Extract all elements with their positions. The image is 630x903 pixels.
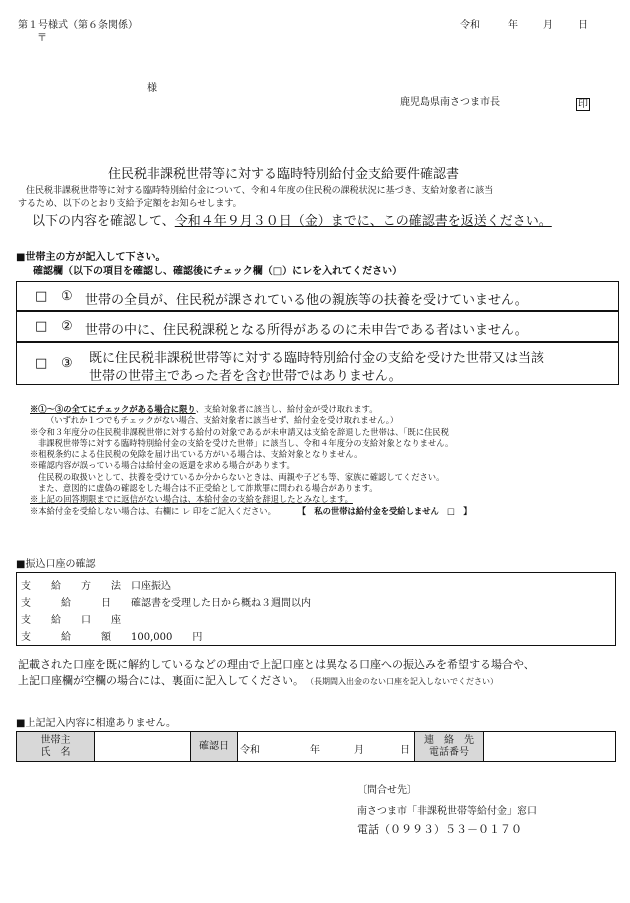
note-line-10: ※本給付金を受給しない場合は、右欄に レ 印をご記入ください。 【 私の世帯は給付金を受給しません □ 】 xyxy=(30,505,472,516)
confirm-date-field[interactable]: 令和 年 月 日 xyxy=(238,732,415,762)
item-number-3: ③ xyxy=(61,356,73,371)
bank-note-2: 上記口座欄が空欄の場合には、裏面に記入してください。 （長期間入出金のない口座を記入しないでください） xyxy=(18,674,498,687)
check-row-1 xyxy=(16,281,619,311)
checkbox-1[interactable]: □ xyxy=(35,289,48,304)
intro-line-1: 住民税非課税世帯等に対する臨時特別給付金について、令和４年度の住民税の課税状況に基づき、支給対象者に該当 xyxy=(26,186,494,196)
document-title: 住民税非課税世帯等に対する臨時特別給付金支給要件確認書 xyxy=(108,167,460,182)
note-line-4: 非課税世帯等に対する臨時特別給付金の支給を受けた世帯」に該当し、令和４年度分の支給対象となりません。 xyxy=(38,437,454,448)
notes-block xyxy=(30,404,472,517)
date-era: 令和 xyxy=(460,20,480,31)
deadline-date: 令和４年９月３０日（金）までに、この確認書を返送ください。 xyxy=(174,214,552,229)
date-label-cell: 確認日 xyxy=(191,732,238,762)
postal-mark: 〒 xyxy=(37,33,47,44)
household-heading: ■世帯主の方が記入して下さい。 xyxy=(16,252,166,263)
item-text-3a: 既に住民税非課税世帯等に対する臨時特別給付金の支給を受けた世帯又は当該 xyxy=(89,351,545,366)
check-row-3 xyxy=(16,342,619,385)
seal-text: 印 xyxy=(578,99,588,110)
contact-label-cell: 連 絡 先 電話番号 xyxy=(415,732,484,762)
date-year: 年 xyxy=(508,20,518,31)
checkbox-2[interactable]: □ xyxy=(35,319,48,334)
deadline-text xyxy=(32,210,552,229)
note-line-6: ※確認内容が誤っている場合は給付金の返還を求める場合があります。 xyxy=(30,460,295,471)
honorific: 様 xyxy=(147,83,157,94)
inquiry-phone: 電話（０９９３）５３－０１７０ xyxy=(357,823,522,836)
item-number-1: ① xyxy=(61,289,73,304)
bank-row-account: 支 給 口 座 xyxy=(21,615,121,626)
date-month: 月 xyxy=(543,20,553,31)
bank-box xyxy=(16,572,616,646)
note-line-8: また、意図的に虚偽の確認をした場合は不正受給として詐欺罪に問われる場合があります。 xyxy=(38,483,378,494)
item-text-1: 世帯の全員が、住民税が課されている他の親族等の扶養を受けていません。 xyxy=(85,293,528,308)
head-label-cell: 世帯主 氏 名 xyxy=(17,732,95,762)
checkbox-3[interactable]: □ xyxy=(35,356,48,371)
confirm-heading: ■上記記入内容に相違ありません。 xyxy=(16,718,177,729)
note-line-3: ※令和３年度分の住民税非課税世帯に対する給付の対象であるが未申請又は支給を辞退した世帯は、「既に住民税 xyxy=(30,426,449,437)
bank-heading: ■振込口座の確認 xyxy=(16,559,96,570)
decline-checkbox-field[interactable]: 【 私の世帯は給付金を受給しません □ 】 xyxy=(301,505,472,516)
bank-row-amount: 支 給 額 100,000 円 xyxy=(21,632,203,643)
note-line-7: 住民税の取扱いとして、扶養を受けているか分からないときは、両親や子ども等、家族に確認してください。 xyxy=(38,471,445,482)
note-line-5: ※租税条約による住民税の免除を届け出ている方がいる場合は、支給対象となりません。 xyxy=(30,449,363,460)
confirm-table xyxy=(16,731,616,762)
note-line-9: ※上記の回答期限までに返信がない場合は、本給付金の支給を辞退したとみなします。 xyxy=(30,494,353,505)
bank-row-method: 支 給 方 法 口座振込 xyxy=(21,581,171,592)
item-text-3b: 世帯の世帯主であった者を含む世帯ではありません。 xyxy=(89,369,402,384)
inquiry-label: 〔問合せ先〕 xyxy=(357,785,417,796)
check-instruction: 確認欄（以下の項目を確認し、確認後にチェック欄（□）にレを入れてください） xyxy=(33,266,403,277)
note-line-1: ※①～③の全てにチェックがある場合に限り、支給対象者に該当し、給付金が受け取れます。 xyxy=(30,404,378,414)
inquiry-office: 南さつま市「非課税世帯等給付金」窓口 xyxy=(357,806,537,817)
deadline-prefix: 以下の内容を確認して、 xyxy=(32,214,175,229)
intro-line-2: するため、以下のとおり支給予定額をお知らせします。 xyxy=(18,199,242,209)
check-row-2 xyxy=(16,311,619,342)
note-line-2: （いずれか１つでもチェックがない場合、支給対象者に該当せず、給付金を受け取れません。） xyxy=(46,415,399,426)
item-number-2: ② xyxy=(61,319,73,334)
contact-phone-field[interactable] xyxy=(484,732,616,762)
bank-note-1: 記載された口座を既に解約しているなどの理由で上記口座とは異なる口座への振込みを希望する場合や、 xyxy=(18,658,535,671)
bank-row-date: 支 給 日 確認書を受理した日から概ね３週間以内 xyxy=(21,598,311,609)
issuer-name: 鹿児島県南さつま市長 xyxy=(400,97,500,108)
seal-mark xyxy=(576,92,590,111)
item-text-2: 世帯の中に、住民税課税となる所得があるのに未申告である者はいません。 xyxy=(85,323,528,338)
date-day: 日 xyxy=(578,20,588,31)
head-name-field[interactable] xyxy=(95,732,191,762)
note-emphasis: ※①～③の全てにチェックがある場合に限り xyxy=(30,404,196,414)
form-number: 第１号様式（第６条関係） xyxy=(18,20,138,31)
